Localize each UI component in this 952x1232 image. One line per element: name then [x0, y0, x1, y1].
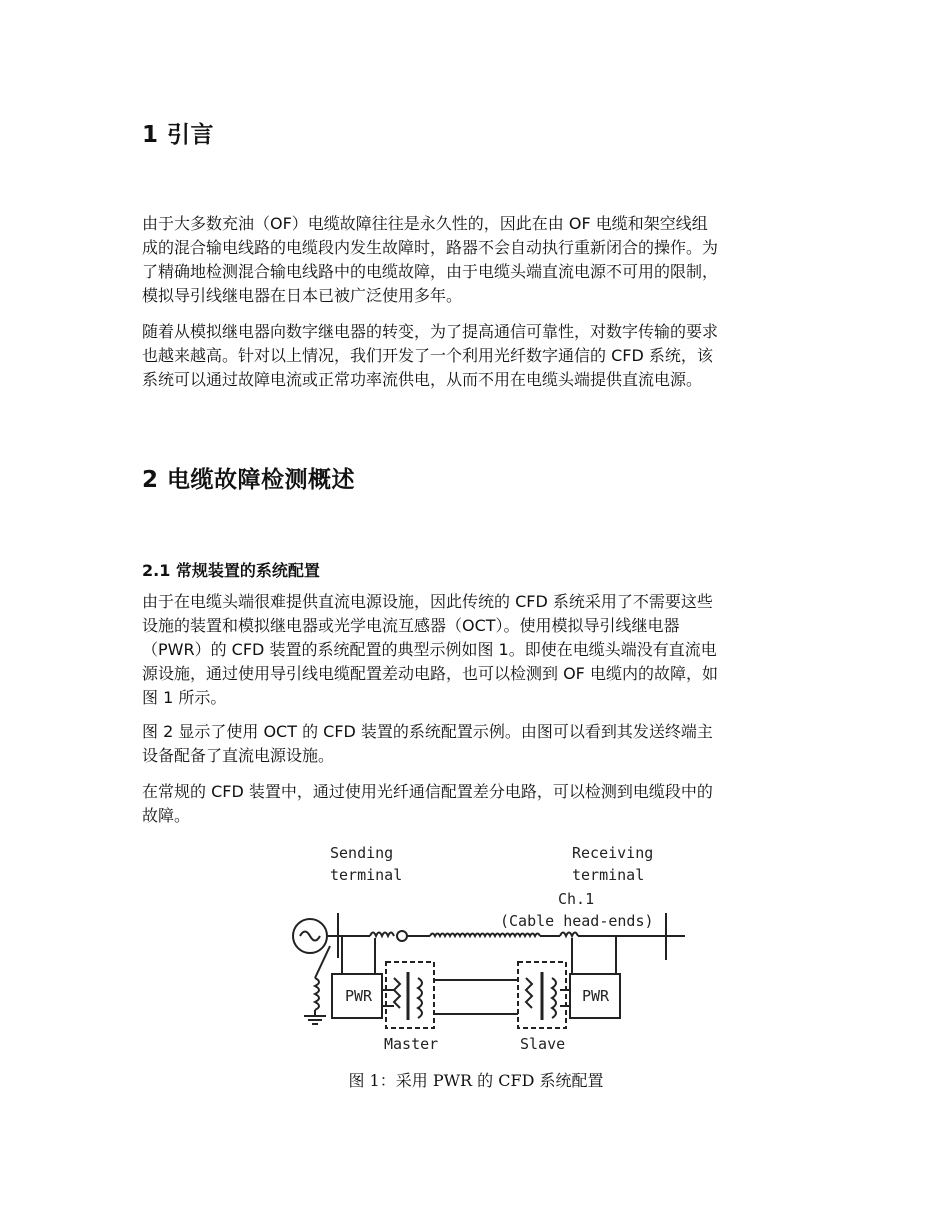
slave-coil-left [526, 978, 532, 1008]
text-line: 故障。 [142, 806, 191, 825]
text-line: 设施的装置和模拟继电器或光学电流互感器（OCT）。使用模拟导引线继电器 [142, 616, 680, 635]
text-line: 图 1 所示。 [142, 688, 227, 707]
sending-label-2: terminal [330, 866, 403, 884]
text-line: 随着从模拟继电器向数字继电器的转变，为了提高通信可靠性，对数字传输的要求 [142, 322, 719, 341]
master-label: Master [384, 1035, 439, 1053]
channel-label: Ch.1 [558, 890, 595, 908]
figure-1-caption: 图 1：采用 PWR 的 CFD 系统配置 [348, 1071, 604, 1090]
ground-coil-icon [315, 978, 319, 1010]
section-1-paragraph-1 [142, 212, 814, 308]
ct-right-icon [560, 933, 578, 937]
section-1-paragraph-2 [142, 320, 814, 392]
text-line: 成的混合输电线路的电缆段内发生故障时，路器不会自动执行重新闭合的操作。为 [142, 238, 719, 257]
sine-wave-icon [300, 932, 320, 941]
text-line: 由于大多数充油（OF）电缆故障往往是永久性的，因此在由 OF 电缆和架空线组 [142, 214, 708, 233]
receiving-label-1: Receiving [572, 844, 654, 862]
cable-head-ends-label: (Cable head-ends) [500, 912, 654, 930]
master-box [386, 962, 434, 1028]
text-line: （PWR）的 CFD 装置的系统配置的典型示例如图 1。即使在电缆头端没有直流电 [142, 640, 717, 659]
text-line: 由于在电缆头端很难提供直流电源设施，因此传统的 CFD 系统采用了不需要这些 [142, 592, 713, 611]
text-line: 了精确地检测混合输电线路中的电缆故障，由于电缆头端直流电源不可用的限制， [142, 262, 719, 281]
text-line: 源设施，通过使用导引线电缆配置差动电路，也可以检测到 OF 电缆内的故障，如 [142, 664, 718, 683]
ct-left-icon [370, 933, 394, 937]
section-2-1-paragraph-2 [142, 720, 814, 768]
text-line: 在常规的 CFD 装置中，通过使用光纤通信配置差分电路，可以检测到电缆段中的 [142, 782, 713, 801]
sending-label-1: Sending [330, 844, 394, 862]
slave-coil-right [552, 978, 556, 1018]
text-line: 图 2 显示了使用 OCT 的 CFD 装置的系统配置示例。由图可以看到其发送终端主 [142, 722, 713, 741]
pwr-left-label: PWR [345, 987, 373, 1005]
master-coil-right [418, 978, 422, 1018]
text-line: 模拟导引线继电器在日本已被广泛使用多年。 [142, 286, 463, 305]
master-coil-left [394, 978, 400, 1008]
overhead-line-coil-icon [430, 934, 540, 937]
text-line: 设备配备了直流电源设施。 [142, 746, 335, 765]
text-line: 也越来越高。针对以上情况，我们开发了一个利用光纤数字通信的 CFD 系统，该 [142, 346, 713, 365]
receiving-label-2: terminal [572, 866, 645, 884]
section-1-heading: 1 引言 [142, 122, 215, 148]
section-2-1-paragraph-3 [142, 780, 814, 828]
text-line: 系统可以通过故障电流或正常功率流供电，从而不用在电缆头端提供直流电源。 [142, 370, 703, 389]
slave-label: Slave [520, 1035, 566, 1053]
section-2-heading: 2 电缆故障检测概述 [142, 467, 356, 493]
section-2-1-paragraph-1 [142, 590, 814, 710]
pwr-right-label: PWR [582, 987, 610, 1005]
figure-1-diagram [290, 838, 690, 1056]
section-2-1-heading: 2.1 常规装置的系统配置 [142, 561, 320, 580]
